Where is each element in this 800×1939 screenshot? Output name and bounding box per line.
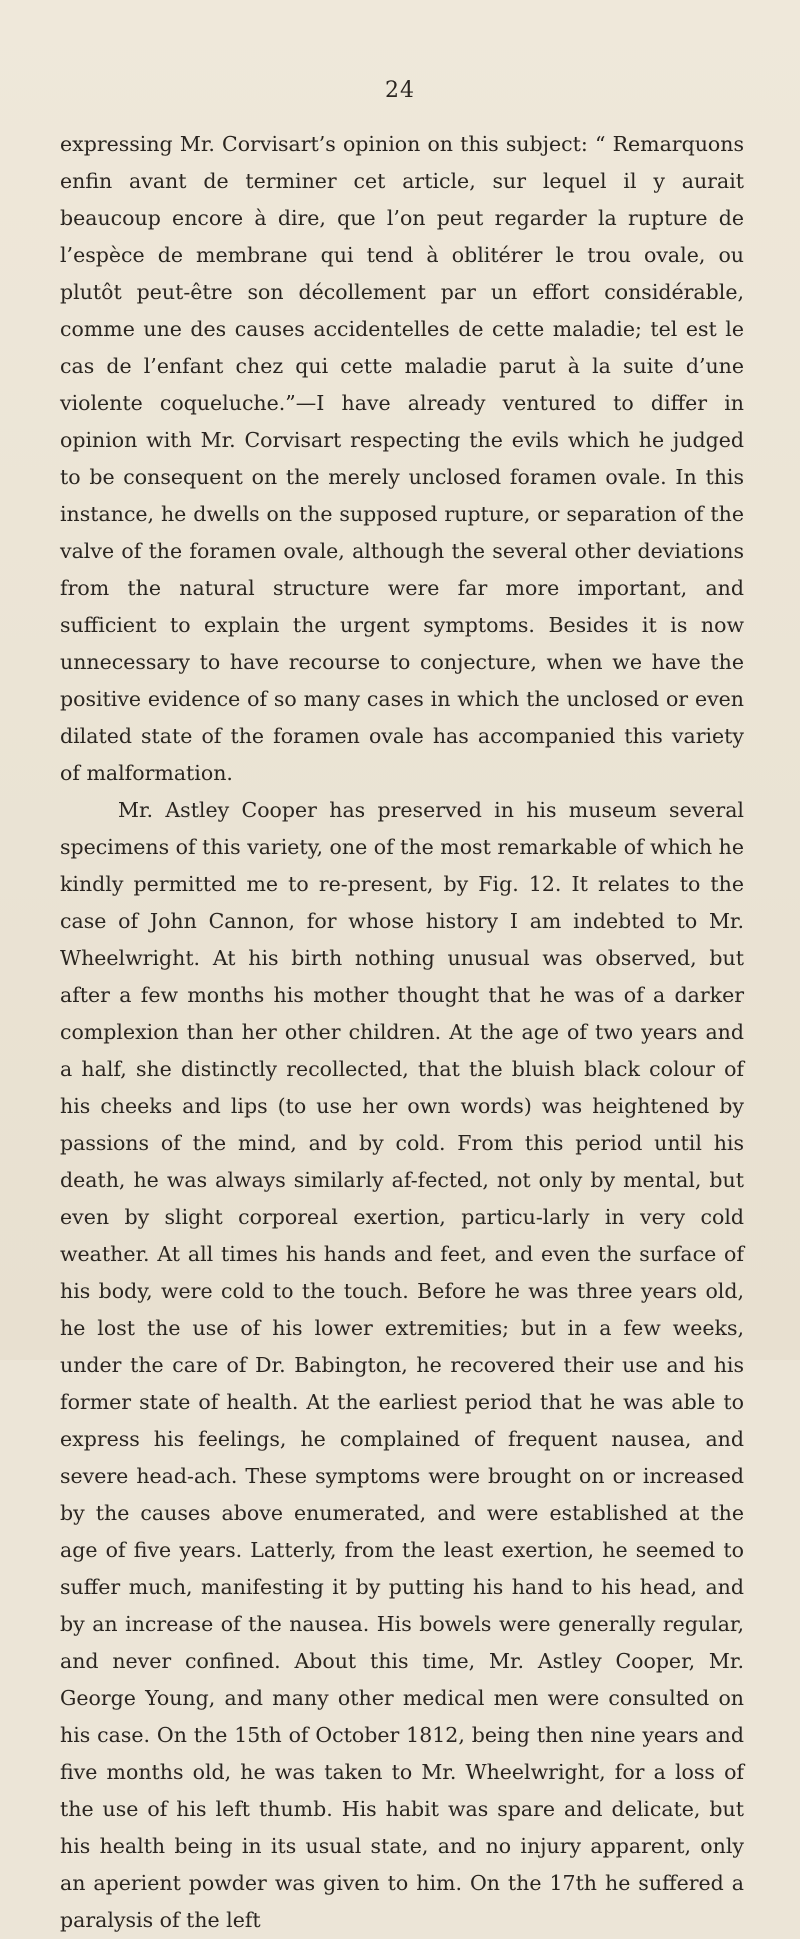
body-text xyxy=(60,126,744,1939)
paragraph-corvisart: expressing Mr. Corvisart’s opinion on this subject: “ Remarquons enfin avant de terminer cet article, sur lequel il y aurait beaucoup encore à dire, que l’on peut regarder la rupture de l’espèce de membrane qui tend à oblitérer le trou ovale, ou plutôt peut-être son décollement par un effort considérable, comme une des causes accidentelles de cette maladie; tel est le cas de l’enfant chez qui cette maladie parut à la suite d’une violente coqueluche.”—I have already ventured to differ in opinion with Mr. Corvisart respecting the evils which he judged to be consequent on the merely unclosed foramen ovale. In this instance, he dwells on the supposed rupture, or separation of the valve of the foramen ovale, although the several other deviations from the natural structure were far more important, and sufficient to explain the urgent symptoms. Besides it is now unnecessary to have recourse to conjecture, when we have the positive evidence of so many cases in which the unclosed or even dilated state of the foramen ovale has accompanied this variety of malformation. xyxy=(60,132,744,785)
page-number: 24 xyxy=(385,78,415,103)
paragraph-astley-cooper: Mr. Astley Cooper has preserved in his museum several specimens of this variety, one of the most remarkable of which he kindly permitted me to re-present, by Fig. 12. It relates to the case of John Cannon, for whose history I am indebted to Mr. Wheelwright. At his birth nothing unusual was observed, but after a few months his mother thought that he was of a darker complexion than her other children. At the age of two years and a half, she distinctly recollected, that the bluish black colour of his cheeks and lips (to use her own words) was heightened by passions of the mind, and by cold. From this period until his death, he was always similarly af-fected, not only by mental, but even by slight corporeal exertion, particu-larly in very cold weather. At all times his hands and feet, and even the surface of his body, were cold to the touch. Before he was three years old, he lost the use of his lower extremities; but in a few weeks, under the care of Dr. Babington, he recovered their use and his former state of health. At the earliest period that he was able to express his feelings, he complained of frequent nausea, and severe head-ach. These symptoms were brought on or increased by the causes above enumerated, and were established at the age of five years. Latterly, from the least exertion, he seemed to suffer much, manifesting it by putting his hand to his head, and by an increase of the nausea. His bowels were generally regular, and never confined. About this time, Mr. Astley Cooper, Mr. George Young, and many other medical men were consulted on his case. On the 15th of October 1812, being then nine years and five months old, he was taken to Mr. Wheelwright, for a loss of the use of his left thumb. His habit was spare and delicate, but his health being in its usual state, and no injury apparent, only an aperient powder was given to him. On the 17th he suffered a paralysis of the left xyxy=(60,798,744,1932)
